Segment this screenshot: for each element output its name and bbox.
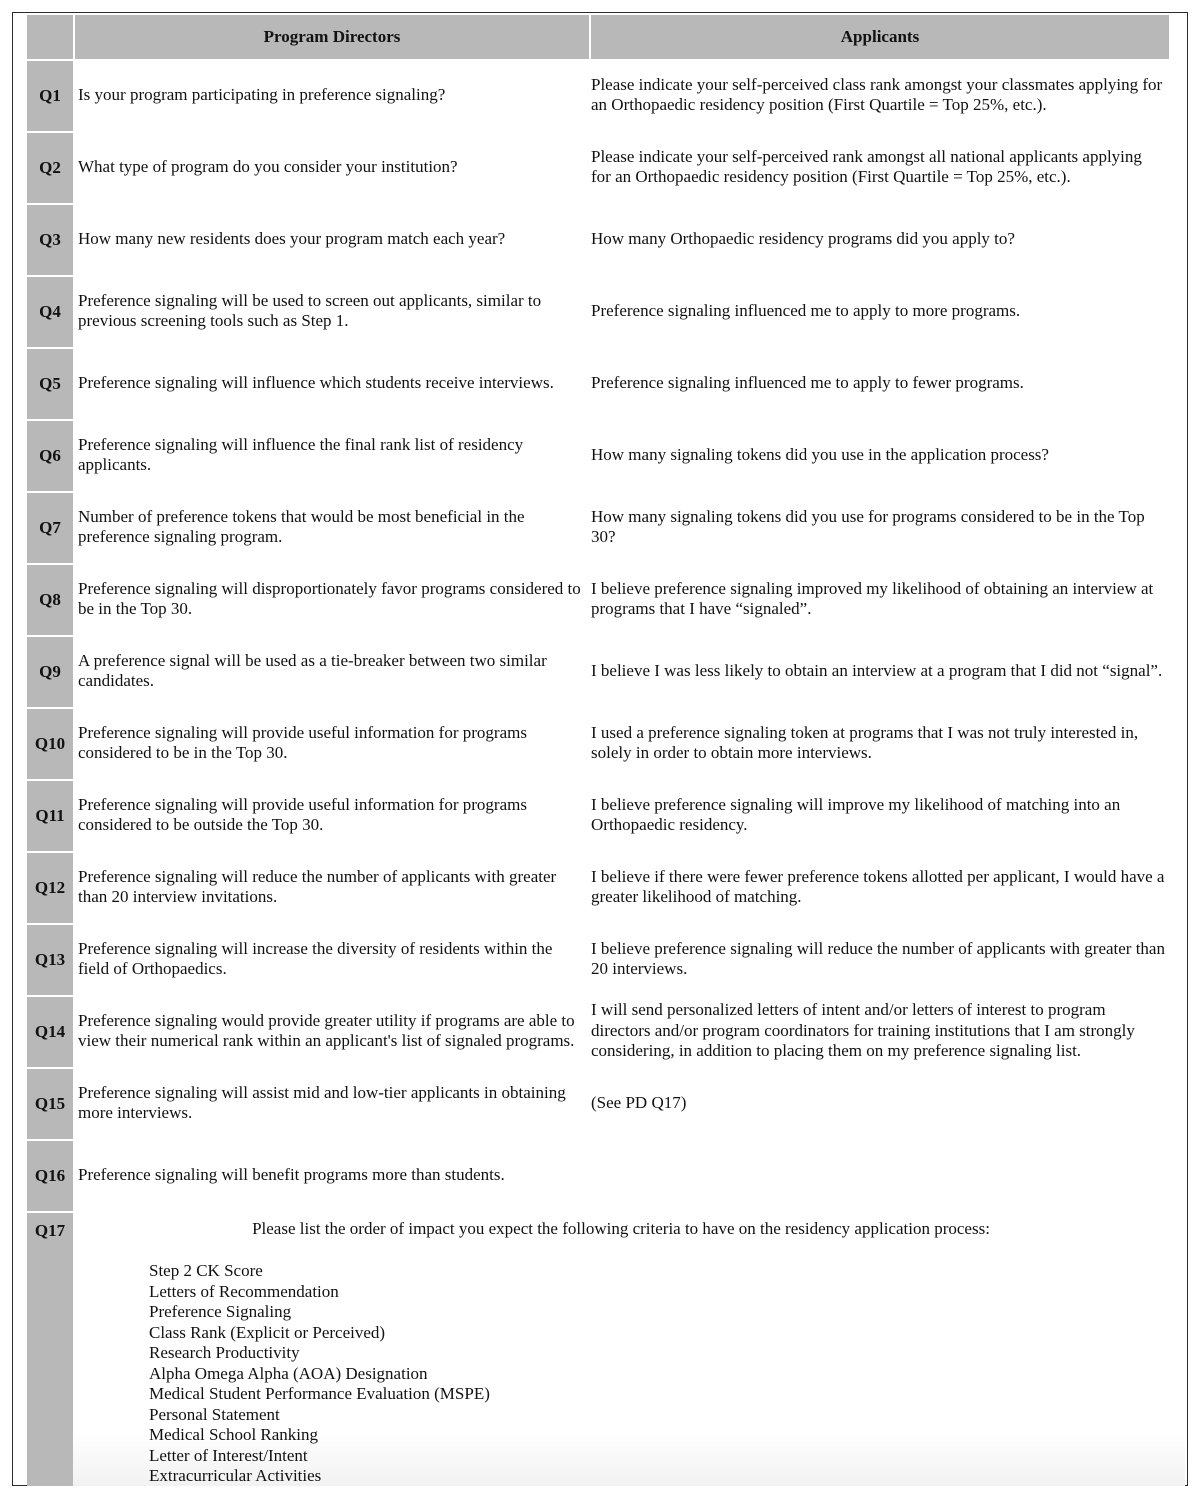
table-row	[27, 491, 1185, 563]
q17-prompt: Please list the order of impact you expect the following criteria to have on the residency application process:	[252, 1219, 990, 1238]
table-row	[27, 203, 1185, 275]
list-item: Preference Signaling	[149, 1302, 292, 1321]
question-number: Q14	[27, 995, 73, 1067]
program-director-question: Preference signaling will provide useful information for programs considered to be outside the Top 30.	[78, 794, 527, 834]
program-director-question: What type of program do you consider your institution?	[78, 156, 458, 176]
question-number: Q6	[27, 419, 73, 491]
table-row	[27, 851, 1185, 923]
question-number: Q12	[27, 851, 73, 923]
table-row	[27, 635, 1185, 707]
question-number: Q15	[27, 1067, 73, 1139]
q17-body	[73, 1211, 1185, 1486]
list-item: Medical School Ranking	[149, 1425, 319, 1444]
question-rows	[27, 59, 1185, 1211]
table-row	[27, 275, 1185, 347]
list-item: Step 2 CK Score	[149, 1261, 263, 1280]
program-director-question: Preference signaling will be used to screen out applicants, similar to previous screening tools such as Step 1.	[78, 290, 542, 330]
applicant-question: I believe preference signaling improved my likelihood of obtaining an interview at programs that I have “signaled”.	[591, 578, 1154, 618]
applicant-question: I believe preference signaling will improve my likelihood of matching into an Orthopaedic residency.	[591, 794, 1121, 834]
header-question-column	[27, 15, 73, 59]
table-row-q17	[27, 1211, 1185, 1486]
question-number: Q2	[27, 131, 73, 203]
applicant-question: Please indicate your self-perceived rank amongst all national applicants applying for an Orthopaedic residency position (First Quartile = Top 25%, etc.).	[591, 146, 1142, 186]
applicant-question: (See PD Q17)	[591, 1092, 687, 1112]
table-header	[27, 15, 1185, 59]
table-row	[27, 779, 1185, 851]
question-number: Q10	[27, 707, 73, 779]
question-number: Q13	[27, 923, 73, 995]
program-director-question: Preference signaling will provide useful information for programs considered to be in the Top 30.	[78, 722, 527, 762]
table-row	[27, 1139, 1185, 1211]
table-row	[27, 59, 1185, 131]
applicant-question: I believe preference signaling will reduce the number of applicants with greater than 20 interviews.	[591, 938, 1165, 978]
question-number: Q4	[27, 275, 73, 347]
table-row	[27, 1067, 1185, 1139]
applicant-question: Please indicate your self-perceived class rank amongst your classmates applying for an Orthopaedic residency position (First Quartile = Top 25%, etc.).	[591, 74, 1163, 114]
program-director-question: Preference signaling will influence the final rank list of residency applicants.	[78, 434, 524, 474]
list-item: Alpha Omega Alpha (AOA) Designation	[149, 1363, 428, 1383]
applicant-question: Preference signaling influenced me to apply to more programs.	[591, 300, 1021, 320]
criteria-list	[149, 1261, 490, 1487]
list-item: Letters of Recommendation	[149, 1281, 339, 1301]
program-director-question: Preference signaling will increase the diversity of residents within the field of Orthopaedics.	[78, 938, 553, 978]
table-row	[27, 707, 1185, 779]
list-item: Medical Student Performance Evaluation (MSPE)	[149, 1384, 490, 1403]
program-director-question: How many new residents does your program match each year?	[78, 228, 506, 248]
applicant-question: I used a preference signaling token at programs that I was not truly interested in, solely in order to obtain more interviews.	[591, 722, 1139, 762]
question-number: Q8	[27, 563, 73, 635]
applicant-question: How many Orthopaedic residency programs did you apply to?	[591, 228, 1015, 248]
question-number: Q9	[27, 635, 73, 707]
applicant-question: How many signaling tokens did you use for programs considered to be in the Top 30?	[591, 506, 1145, 546]
list-item: Research Productivity	[149, 1343, 300, 1362]
program-director-question: Preference signaling will benefit programs more than students.	[78, 1164, 505, 1184]
question-number: Q1	[27, 59, 73, 131]
header-applicants: Applicants	[589, 15, 1169, 59]
program-director-question: Preference signaling will disproportionately favor programs considered to be in the Top 30.	[78, 578, 581, 618]
applicant-question: I will send personalized letters of intent and/or letters of interest to program directors and/or program coordinators for training institutions that I am strongly considering, in addition to placing them on my preference signaling list.	[591, 1000, 1135, 1061]
table-row	[27, 563, 1185, 635]
program-director-question: Preference signaling will assist mid and low-tier applicants in obtaining more interviews.	[78, 1082, 566, 1122]
table-row	[27, 923, 1185, 995]
question-number: Q7	[27, 491, 73, 563]
question-number: Q3	[27, 203, 73, 275]
document-frame	[12, 12, 1188, 1486]
program-director-question: Is your program participating in preference signaling?	[78, 84, 446, 104]
table-row	[27, 347, 1185, 419]
list-item: Letter of Interest/Intent	[149, 1445, 308, 1465]
list-item: Extracurricular Activities	[149, 1466, 322, 1485]
applicant-question	[589, 1139, 1169, 1211]
question-number: Q11	[27, 779, 73, 851]
applicant-question: I believe if there were fewer preference tokens allotted per applicant, I would have a greater likelihood of matching.	[591, 866, 1165, 906]
program-director-question: Number of preference tokens that would be most beneficial in the preference signaling program.	[78, 506, 525, 546]
list-item: Personal Statement	[149, 1404, 280, 1424]
applicant-question: How many signaling tokens did you use in the application process?	[591, 444, 1049, 464]
table-row	[27, 131, 1185, 203]
header-program-directors: Program Directors	[73, 15, 589, 59]
question-number: Q16	[27, 1139, 73, 1211]
question-number: Q17	[27, 1211, 73, 1486]
table-row	[27, 995, 1185, 1067]
list-item: Class Rank (Explicit or Perceived)	[149, 1322, 386, 1342]
program-director-question: Preference signaling would provide greater utility if programs are able to view their numerical rank within an applicant's list of signaled programs.	[78, 1010, 575, 1050]
applicant-question: I believe I was less likely to obtain an interview at a program that I did not “signal”.	[591, 660, 1163, 680]
survey-table	[27, 15, 1185, 1486]
table-row	[27, 419, 1185, 491]
question-number: Q5	[27, 347, 73, 419]
applicant-question: Preference signaling influenced me to apply to fewer programs.	[591, 372, 1024, 392]
program-director-question: A preference signal will be used as a tie-breaker between two similar candidates.	[78, 650, 547, 690]
program-director-question: Preference signaling will influence which students receive interviews.	[78, 372, 554, 392]
program-director-question: Preference signaling will reduce the number of applicants with greater than 20 interview invitations.	[78, 866, 557, 906]
